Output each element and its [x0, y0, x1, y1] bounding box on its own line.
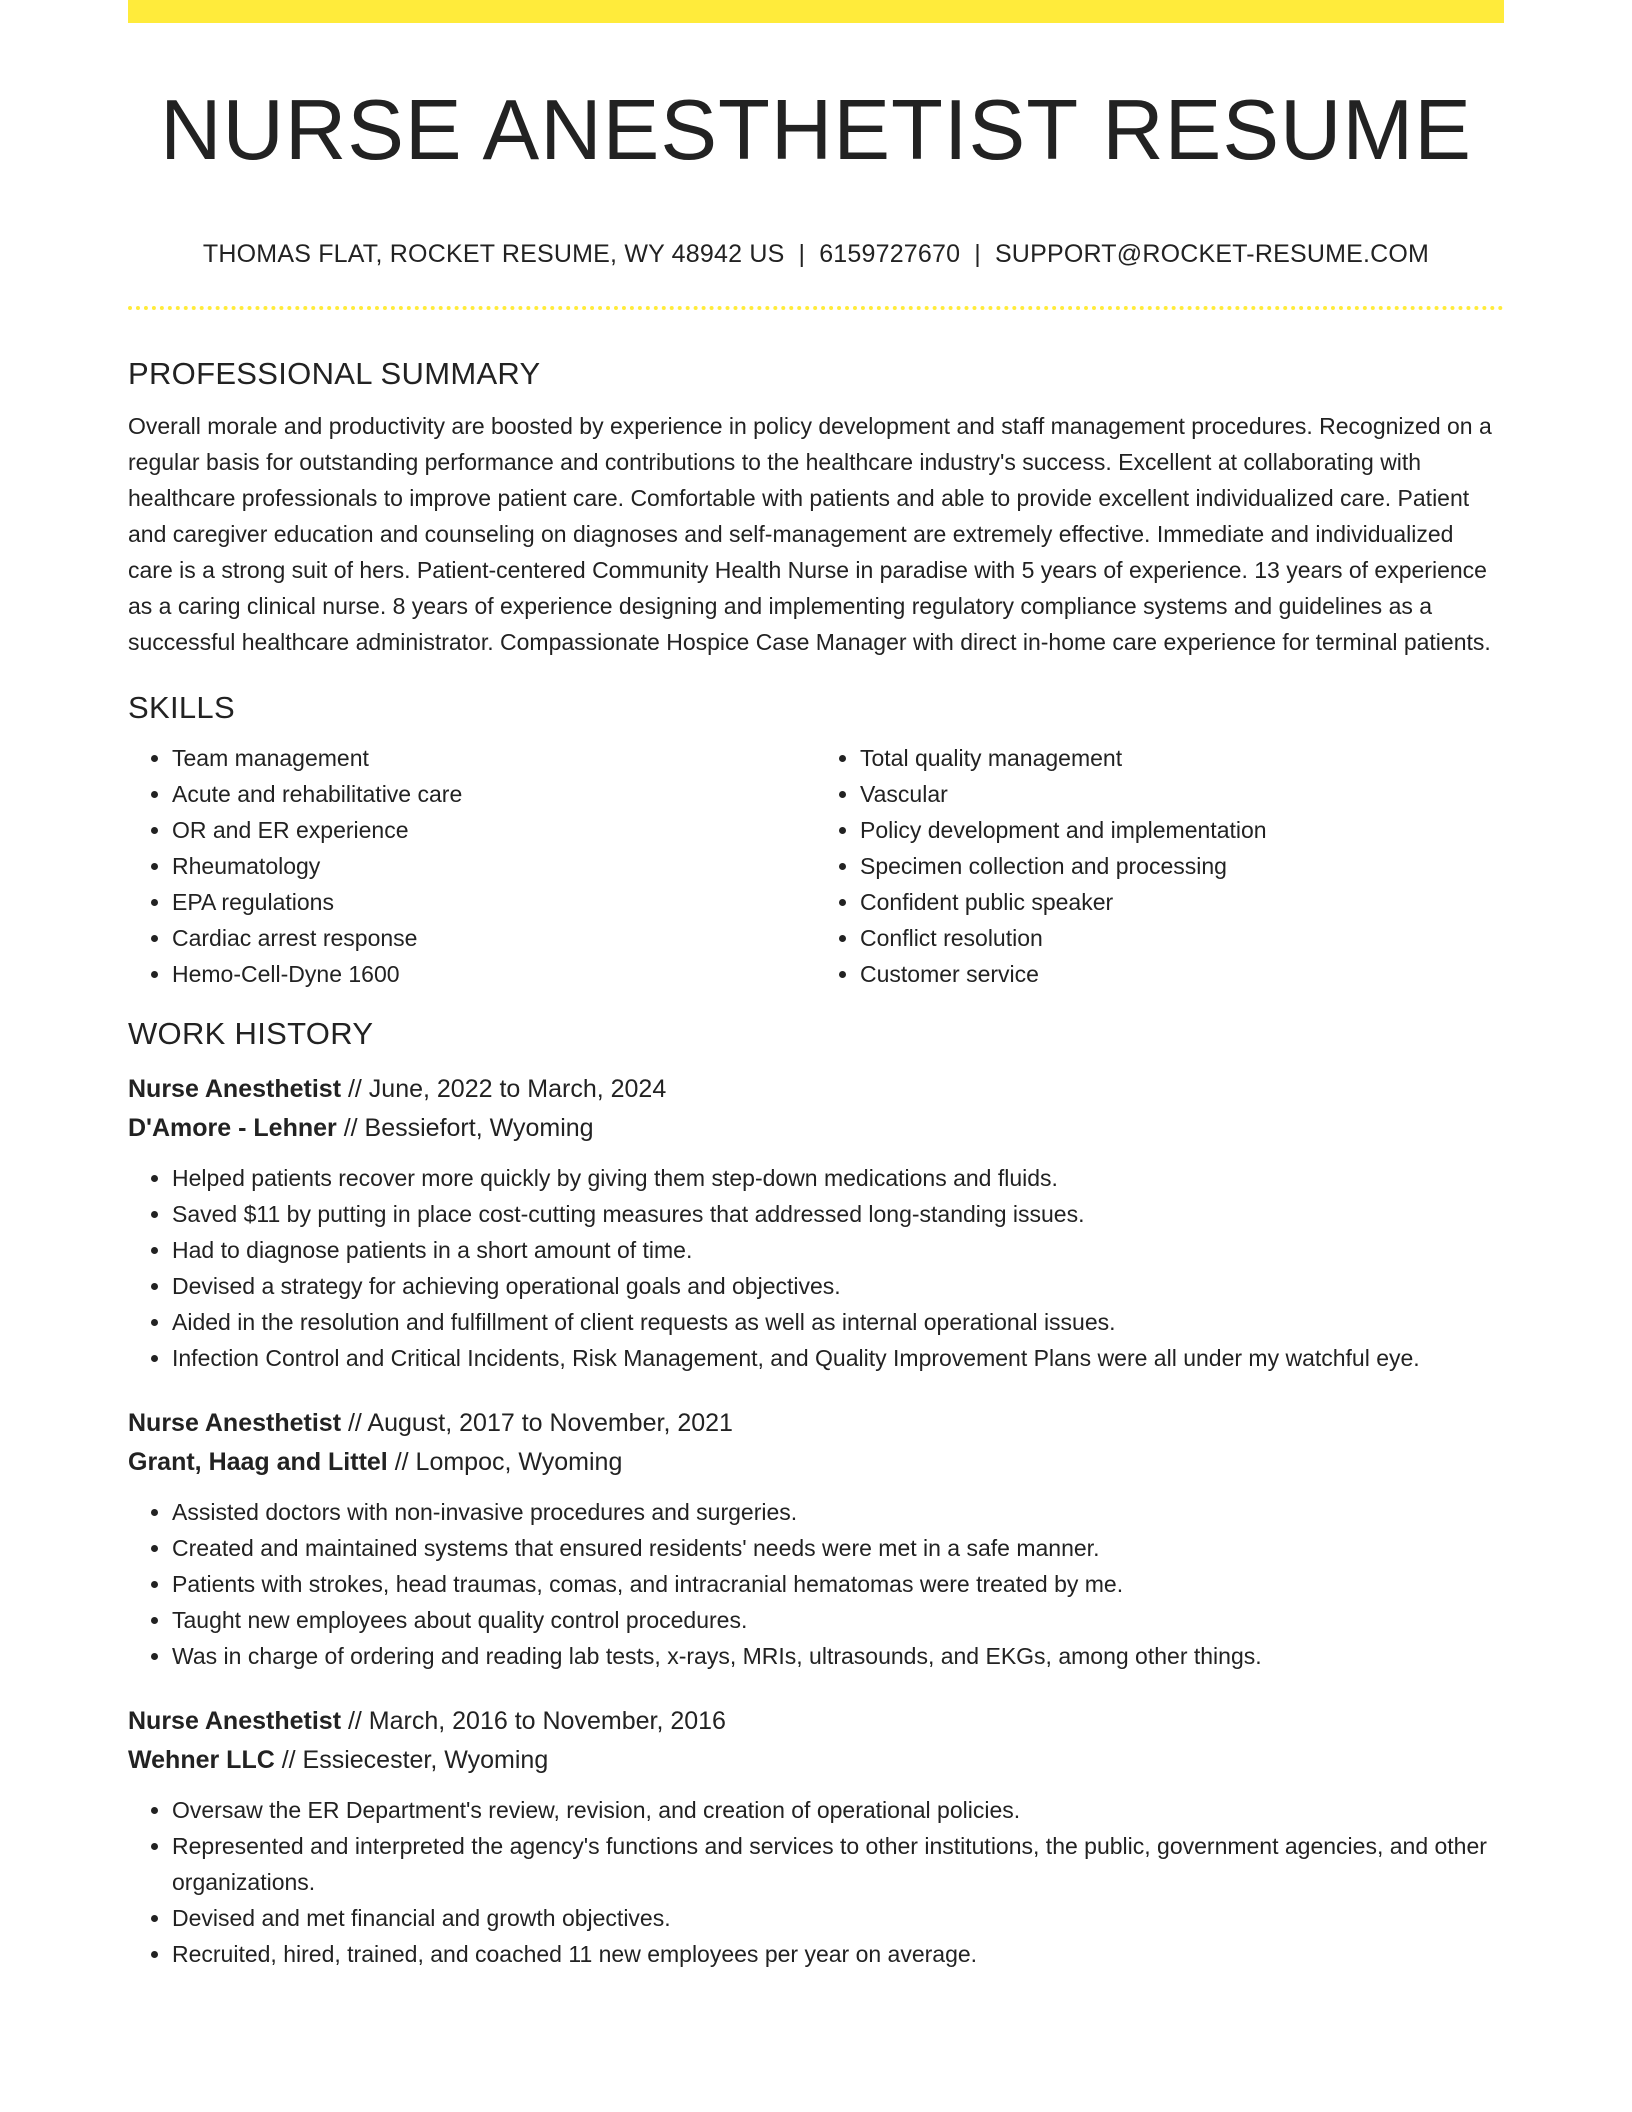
skill-item: • Policy development and implementation — [860, 812, 1504, 848]
skills-heading: SKILLS — [128, 690, 235, 725]
job-title-line — [128, 1404, 1504, 1443]
job-bullet: • Had to diagnose patients in a short amount of time. — [172, 1232, 1504, 1268]
skills-list-right — [816, 740, 1504, 992]
job-company: D'Amore - Lehner — [128, 1114, 337, 1142]
job-location: // Essiecester, Wyoming — [274, 1746, 549, 1774]
contact-phone: 6159727670 — [819, 240, 961, 268]
summary-section — [128, 352, 1504, 660]
job-entry — [128, 1070, 1504, 1376]
job-title: Nurse Anesthetist — [128, 1409, 342, 1437]
job-bullet: • Saved $11 by putting in place cost-cutting measures that addressed long-standing issues. — [172, 1196, 1504, 1232]
resume-page — [128, 0, 1504, 1967]
job-bullets — [128, 1494, 1504, 1674]
job-company-line — [128, 1109, 1504, 1148]
job-bullet: • Aided in the resolution and fulfillment of client requests as well as internal operational issues. — [172, 1304, 1504, 1340]
contact-email[interactable]: SUPPORT@ROCKET-RESUME.COM — [994, 240, 1430, 268]
top-accent-bar — [128, 0, 1504, 23]
work-history-section — [128, 1012, 1504, 1972]
job-entry — [128, 1404, 1504, 1674]
skill-item: • Specimen collection and processing — [860, 848, 1504, 884]
job-title: Nurse Anesthetist — [128, 1707, 342, 1735]
contact-separator: | — [798, 240, 806, 268]
skill-item: • Customer service — [860, 956, 1504, 992]
skill-item: • Total quality management — [860, 740, 1504, 776]
skill-item: • Confident public speaker — [860, 884, 1504, 920]
job-bullet: • Patients with strokes, head traumas, comas, and intracranial hematomas were treated by me. — [172, 1566, 1504, 1602]
job-bullet: • Assisted doctors with non-invasive procedures and surgeries. — [172, 1494, 1504, 1530]
work-history-heading: WORK HISTORY — [128, 1016, 374, 1051]
job-title-line — [128, 1702, 1504, 1741]
skills-section — [128, 686, 1504, 992]
contact-line — [128, 238, 1504, 270]
page-title: NURSE ANESTHETIST RESUME — [160, 83, 1472, 178]
skill-item: • OR and ER experience — [172, 812, 816, 848]
skills-list-left — [128, 740, 816, 992]
skill-item: • Team management — [172, 740, 816, 776]
job-location: // Bessiefort, Wyoming — [336, 1114, 594, 1142]
skill-item: • Vascular — [860, 776, 1504, 812]
summary-text: Overall morale and productivity are boosted by experience in policy development and staff management procedures. Recognized on a regular basis for outstanding performance and contributions to the healthcare industry's success. Excellent at collaborating with healthcare professionals to improve patient care. Comfortable with patients and able to provide excellent individualized care. Patient and caregiver education and counseling on diagnoses and self-management are extremely effective. Immediate and individualized care is a strong suit of hers. Patient-centered Community Health Nurse in paradise with 5 years of experience. 13 years of experience as a caring clinical nurse. 8 years of experience designing and implementing regulatory compliance systems and guidelines as a successful healthcare administrator. Compassionate Hospice Case Manager with direct in-home care experience for terminal patients. — [128, 413, 1492, 655]
job-title: Nurse Anesthetist — [128, 1075, 342, 1103]
contact-separator: | — [974, 240, 981, 268]
job-company-line — [128, 1443, 1504, 1482]
skill-item: • Hemo-Cell-Dyne 1600 — [172, 956, 816, 992]
job-bullet: • Helped patients recover more quickly by giving them step-down medications and fluids. — [172, 1160, 1504, 1196]
job-dates: // March, 2016 to November, 2016 — [341, 1707, 726, 1735]
skill-item: • Conflict resolution — [860, 920, 1504, 956]
job-bullet: • Taught new employees about quality control procedures. — [172, 1602, 1504, 1638]
job-bullet: • Devised and met financial and growth objectives. — [172, 1900, 1504, 1936]
job-bullets — [128, 1160, 1504, 1376]
job-location: // Lompoc, Wyoming — [387, 1448, 623, 1476]
job-dates: // June, 2022 to March, 2024 — [341, 1075, 667, 1103]
job-entry — [128, 1702, 1504, 1972]
job-bullet: • Represented and interpreted the agency's functions and services to other institutions, the public, government agencies, and other organizations. — [172, 1828, 1504, 1900]
job-bullets — [128, 1792, 1504, 1972]
skills-columns — [128, 740, 1504, 992]
contact-address: THOMAS FLAT, ROCKET RESUME, WY 48942 US — [202, 240, 785, 268]
job-bullet: • Oversaw the ER Department's review, revision, and creation of operational policies. — [172, 1792, 1504, 1828]
job-bullet: • Devised a strategy for achieving operational goals and objectives. — [172, 1268, 1504, 1304]
job-title-line — [128, 1070, 1504, 1109]
skill-item: • EPA regulations — [172, 884, 816, 920]
job-bullet: • Created and maintained systems that ensured residents' needs were met in a safe manner. — [172, 1530, 1504, 1566]
job-company: Wehner LLC — [128, 1746, 275, 1774]
job-bullet: • Recruited, hired, trained, and coached 11 new employees per year on average. — [172, 1936, 1504, 1972]
skill-item: • Rheumatology — [172, 848, 816, 884]
job-bullet: • Was in charge of ordering and reading lab tests, x-rays, MRIs, ultrasounds, and EKGs, among other things. — [172, 1638, 1504, 1674]
job-company-line — [128, 1741, 1504, 1780]
resume-content — [128, 352, 1504, 1972]
skill-item: • Cardiac arrest response — [172, 920, 816, 956]
skill-item: • Acute and rehabilitative care — [172, 776, 816, 812]
job-company: Grant, Haag and Littel — [128, 1448, 388, 1476]
job-bullet: • Infection Control and Critical Incidents, Risk Management, and Quality Improvement Plans were all under my watchful eye. — [172, 1340, 1504, 1376]
job-dates: // August, 2017 to November, 2021 — [341, 1409, 733, 1437]
dotted-divider — [128, 306, 1504, 310]
summary-heading: PROFESSIONAL SUMMARY — [128, 356, 541, 391]
